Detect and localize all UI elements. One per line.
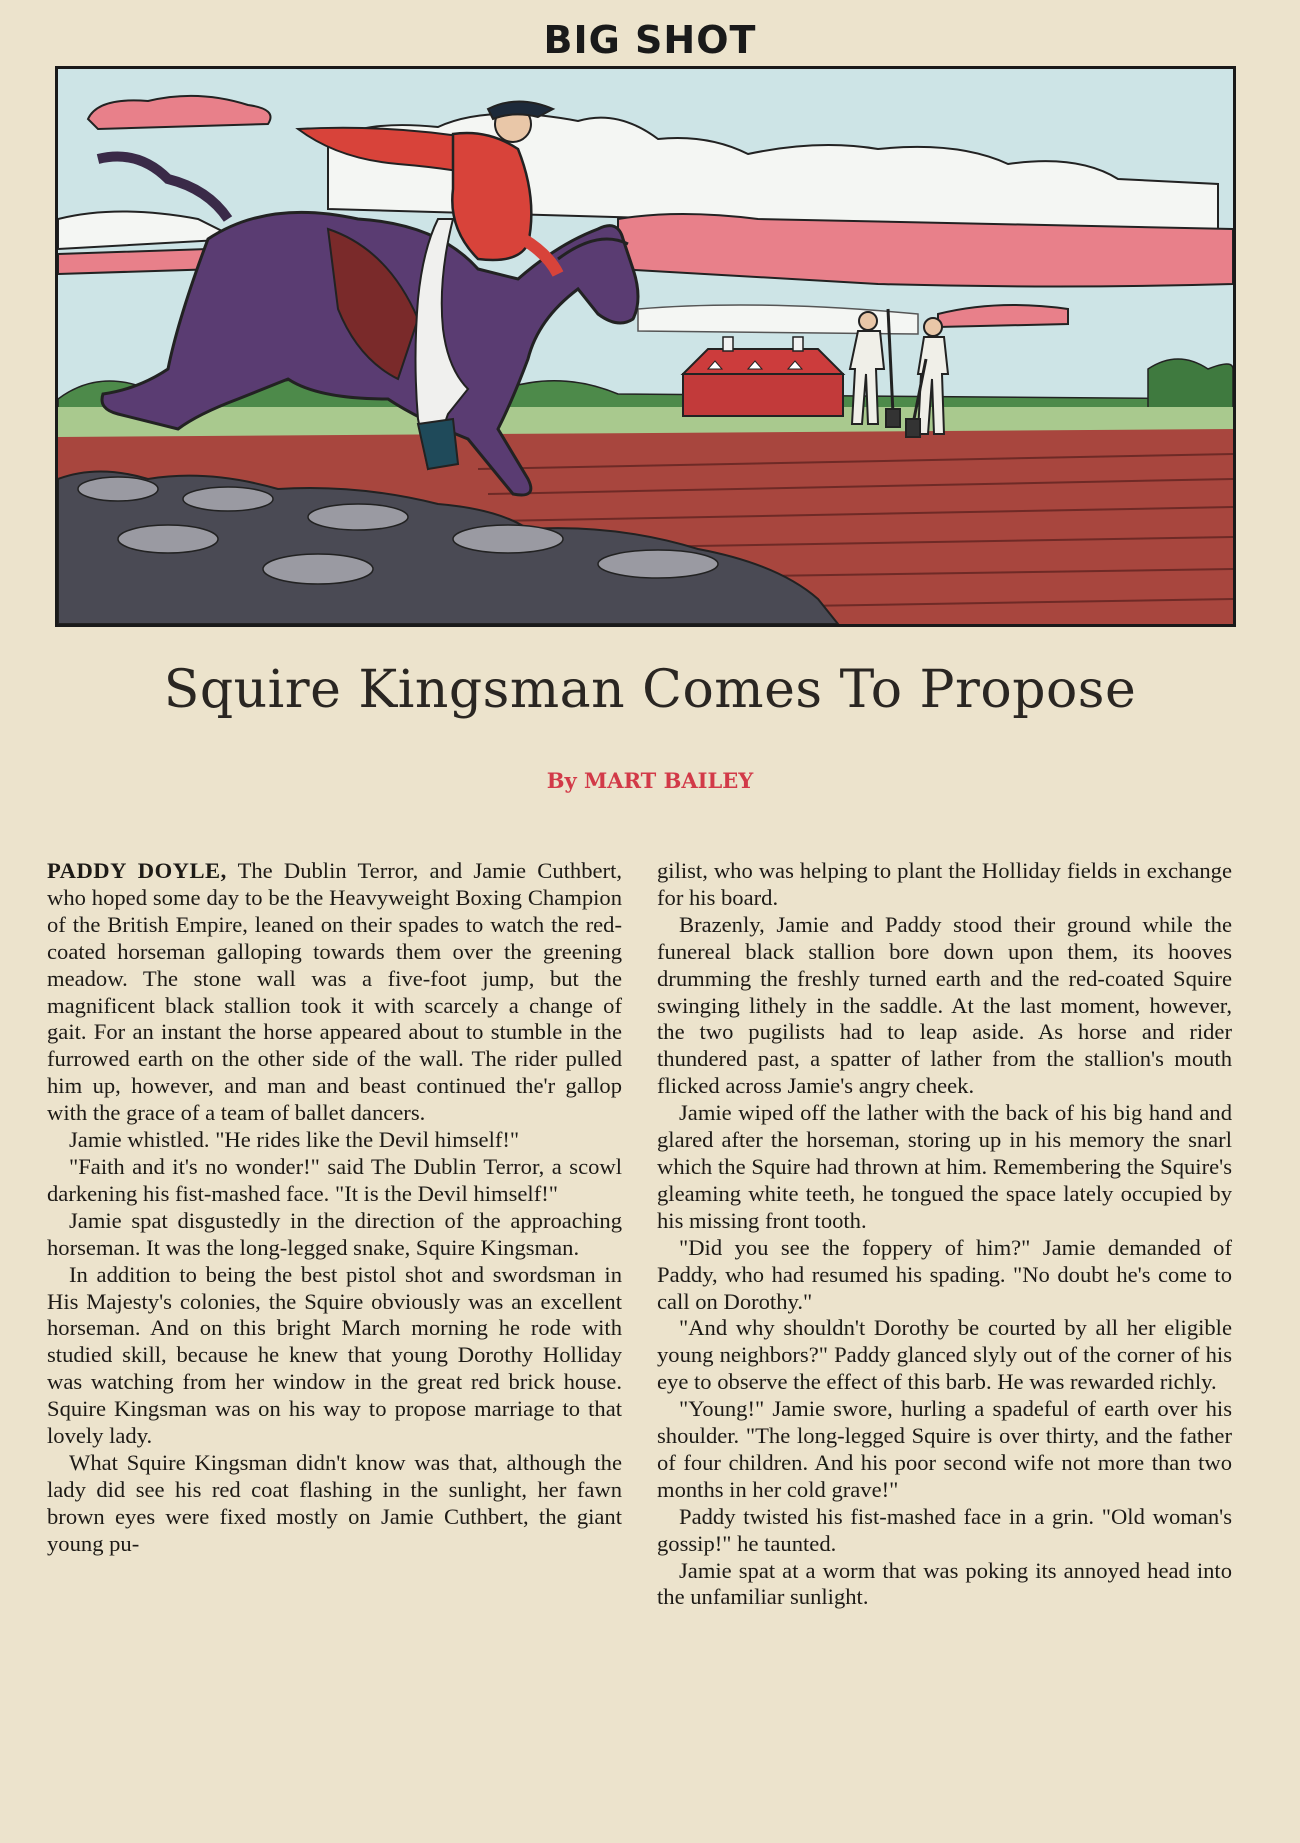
article-column-right	[657, 858, 1232, 1611]
trees	[1148, 359, 1233, 409]
paragraph: Jamie spat disgustedly in the direction of the approaching horseman. It was the long-legged snake, Squire Kingsman.	[47, 1207, 622, 1260]
paragraph: Jamie spat at a worm that was poking its annoyed head into the unfamiliar sunlight.	[657, 1557, 1232, 1610]
paragraph-text: The Dublin Terror, and Jamie Cuthbert, who hoped some day to be the Heavyweight Boxing Champion of the British Empire, leaned on their spades to watch the red-coated horseman galloping towards them over the greening meadow. The stone wall was a five-foot jump, but the magnificent black stallion took it with scarcely a change of gait. For an instant the horse appeared about to stumble in the furrowed earth on the other side of the wall. The rider pulled him up, however, and man and beast continued the'r gallop with the grace of a team of ballet dancers.	[47, 858, 622, 1126]
paragraph: Paddy twisted his fist-mashed face in a grin. "Old woman's gossip!" he taunted.	[657, 1503, 1232, 1556]
red-barn	[683, 337, 843, 416]
paragraph: "Did you see the foppery of him?" Jamie demanded of Paddy, who had resumed his spading. "No doubt he's come to call on Dorothy."	[657, 1234, 1232, 1314]
paragraph: gilist, who was helping to plant the Holliday fields in exchange for his board.	[657, 858, 1232, 910]
paragraph: "And why shouldn't Dorothy be courted by all her eligible young neighbors?" Paddy glanced slyly out of the corner of his eye to observe the effect of this barb. He was rewarded richly.	[657, 1315, 1232, 1395]
cloud	[58, 249, 218, 274]
byline: By MART BAILEY	[546, 768, 754, 793]
paragraph: "Young!" Jamie swore, hurling a spadeful of earth over his shoulder. "The long-legged Squire is over thirty, and the father of four children. And his poor second wife not more than two months in her cold grave!"	[657, 1396, 1232, 1502]
lead-name: PADDY DOYLE,	[47, 858, 227, 883]
paragraph: Brazenly, Jamie and Paddy stood their ground while the funereal black stallion bore down upon them, its hooves drumming the freshly turned earth and the red-coated Squire swinging lithely in the saddle. At the last moment, however, the two pugilists had to leap aside. As horse and rider thundered past, a spatter of lather from the stallion's mouth flicked across Jamie's angry cheek.	[657, 911, 1232, 1099]
masthead: BIG SHOT	[543, 18, 757, 62]
article-column-left	[47, 858, 622, 1558]
paragraph: Jamie whistled. "He rides like the Devil himself!"	[69, 1127, 520, 1153]
paragraph	[47, 858, 622, 1127]
story-title: Squire Kingsman Comes To Propose	[163, 660, 1137, 720]
illustration-scene	[58, 69, 1233, 624]
paragraph: Jamie wiped off the lather with the back of his big hand and glared after the horseman, storing up in his memory the snarl which the Squire had thrown at him. Remembering the Squire's gleaming white teeth, he tongued the space lately occupied by his missing front tooth.	[657, 1100, 1232, 1233]
story-illustration	[55, 66, 1236, 627]
paragraph: "Faith and it's no wonder!" said The Dublin Terror, a scowl darkening his fist-mashed face. "It is the Devil himself!"	[47, 1153, 622, 1206]
paragraph: In addition to being the best pistol shot and swordsman in His Majesty's colonies, the Squire obviously was an excellent horseman. And on this bright March morning he rode with studied skill, because he knew that young Dorothy Holliday was watching from her window in the great red brick house. Squire Kingsman was on his way to propose marriage to that lovely lady.	[47, 1261, 622, 1449]
paragraph: What Squire Kingsman didn't know was that, although the lady did see his red coat flashing in the sunlight, her fawn brown eyes were fixed mostly on Jamie Cuthbert, the giant young pu-	[47, 1449, 622, 1556]
